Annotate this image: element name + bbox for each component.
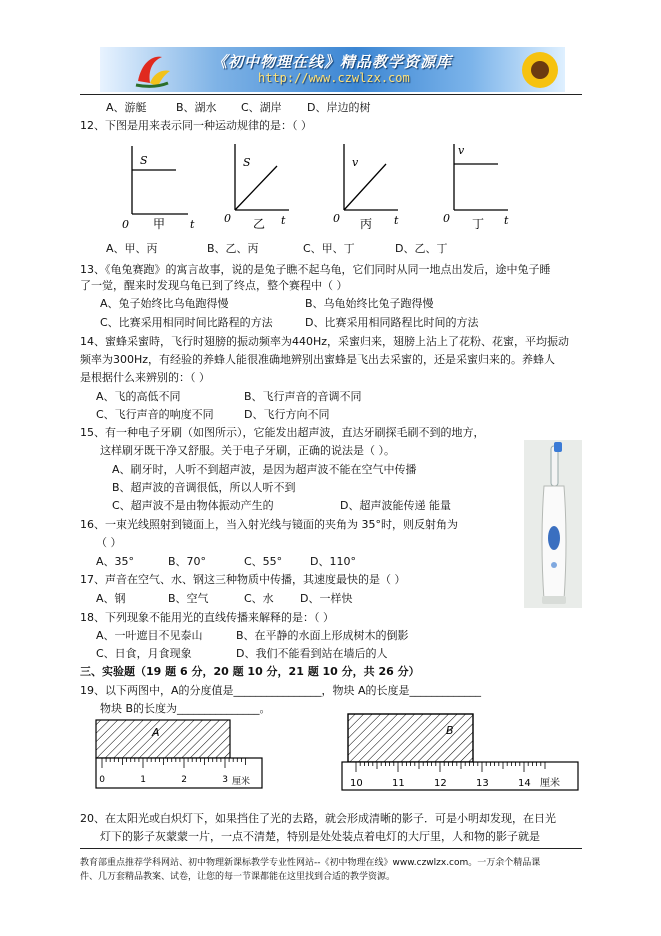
graph-yi-origin: 0: [224, 212, 231, 225]
q13-option-c: C、比赛采用相同时间比路程的方法: [100, 316, 273, 329]
ruler-b-tick-label: 12: [434, 778, 447, 789]
header-divider: [80, 94, 582, 95]
header-banner: [100, 47, 565, 92]
graph-bing-ylabel: v: [352, 156, 359, 169]
q11-option-a: A、游艇: [106, 101, 147, 114]
q11-option-c: C、湖岸: [241, 101, 282, 114]
q13-option-d: D、比赛采用相同路程比时间的方法: [305, 316, 479, 329]
ruler-b-tick-label: 10: [350, 778, 363, 789]
q12-stem: 12、下图是用来表示同一种运动规律的是：（ ）: [80, 119, 312, 132]
q16-option-c: C、55°: [244, 555, 283, 568]
q18-stem: 18、下列现象不能用光的直线传播来解释的是：（ ）: [80, 611, 334, 624]
q12-option-b: B、乙、丙: [207, 242, 259, 255]
ruler-b-unit: 厘米: [540, 778, 560, 789]
banner-url[interactable]: http://www.czwlzx.com: [258, 71, 410, 85]
q13-option-b: B、乌龟始终比兔子跑得慢: [305, 297, 434, 310]
q13-line1: 13、《龟兔赛跑》的寓言故事，说的是兔子瞧不起乌龟，它们同时从同一地点出发后，途中兔子睡: [80, 263, 551, 276]
q15-option-c: C、超声波不是由物体振动产生的: [112, 499, 274, 512]
q18-option-d: D、我们不能看到站在墙后的人: [236, 647, 388, 660]
ruler-a-tick-label: 2: [181, 775, 188, 785]
graph-ding-xlabel: t: [504, 214, 509, 227]
q15-option-a: A、刷牙时，人听不到超声波，是因为超声波不能在空气中传播: [112, 463, 417, 476]
q12-graph-bing: [330, 140, 410, 232]
graph-jia-name: 甲: [153, 217, 166, 231]
q19-line2: 物块 B的长度为_______________。: [100, 702, 271, 715]
graph-jia-xlabel: t: [190, 218, 195, 231]
q17-option-a: A、钢: [96, 592, 126, 605]
q12-graph-jia: [118, 142, 198, 232]
ruler-a-tick-label: 3: [222, 775, 229, 785]
footer-divider: [80, 848, 582, 849]
q16-option-a: A、35°: [96, 555, 135, 568]
graph-bing-xlabel: t: [394, 214, 399, 227]
q18-option-c: C、日食，月食现象: [96, 647, 192, 660]
graph-ding-ylabel: v: [458, 144, 465, 157]
q14-option-b: B、飞行声音的音调不同: [244, 390, 362, 403]
block-a: [96, 720, 230, 758]
graph-ding-origin: 0: [443, 212, 450, 225]
q17-option-d: D、一样快: [300, 592, 353, 605]
ruler-b-tick-label: 11: [392, 778, 405, 789]
q18-option-a: A、一叶遮目不见泰山: [96, 629, 203, 642]
q19-line1: 19、以下两图中，A的分度值是________________，物块 A的长度是_____________: [80, 684, 482, 697]
q16-line1: 16、一束光线照射到镜面上，当入射光线与镜面的夹角为 35°时，则反射角为: [80, 518, 458, 531]
q14-option-d: D、飞行方向不同: [244, 408, 330, 421]
q12-option-d: D、乙、丁: [395, 242, 448, 255]
ruler-b-tick-label: 14: [518, 778, 531, 789]
q14-line2: 频率为300Hz，有经验的养蜂人能很准确地辨别出蜜蜂是飞出去采蜜的，还是采蜜归来的。养蜂人: [80, 353, 556, 366]
q12-option-a: A、甲、丙: [106, 242, 158, 255]
q15-line2: 这样刷牙既干净又舒服。关于电子牙刷，正确的说法是（ ）。: [100, 444, 395, 457]
graph-jia-ylabel: S: [140, 154, 148, 167]
ruler-b-tick-label: 13: [476, 778, 489, 789]
graph-yi-ylabel: S: [243, 156, 251, 169]
footer-line1: 教育部重点推荐学科网站、初中物理新课标教学专业性网站--《初中物理在线》www.czwlzx.com。一万余个精品课: [80, 858, 541, 868]
block-b-label: B: [446, 724, 454, 737]
q11-option-b: B、湖水: [176, 101, 217, 114]
graph-yi-name: 乙: [253, 217, 266, 231]
electric-toothbrush-icon: [524, 440, 582, 608]
q17-option-b: B、空气: [168, 592, 209, 605]
ruler-b-figure: [340, 712, 580, 795]
q11-option-d: D、岸边的树: [307, 101, 371, 114]
ruler-a-tick-label: 0: [99, 775, 106, 785]
ruler-a-tick-label: 1: [140, 775, 147, 785]
q12-graph-yi: [221, 140, 301, 232]
ruler-a-figure: [94, 718, 264, 793]
q15-option-b: B、超声波的音调很低，所以人听不到: [112, 481, 296, 494]
graph-yi-xlabel: t: [281, 214, 286, 227]
q14-line1: 14、蜜蜂采蜜時，飞行时翅膀的振动频率为440Hz，采蜜归来，翅膀上沾上了花粉、花蜜，平均振动: [80, 335, 570, 348]
graph-ding-name: 丁: [472, 217, 485, 231]
q13-line2: 了一觉，醒来时发现乌龟已到了终点，整个赛程中（ ）: [80, 279, 348, 292]
site-logo-icon: [132, 51, 172, 89]
q17-option-c: C、水: [244, 592, 274, 605]
q18-option-b: B、在平静的水面上形成树木的倒影: [236, 629, 409, 642]
section-3-heading: 三、实验题（19 题 6 分，20 题 10 分，21 题 10 分，共 26 分）: [80, 665, 420, 678]
q14-option-a: A、飞的高低不同: [96, 390, 181, 403]
q15-line1: 15、有一种电子牙刷（如图所示），它能发出超声波，直达牙刷探毛刷不到的地方，: [80, 426, 485, 439]
ruler-a-unit: 厘米: [232, 777, 251, 787]
graph-bing-origin: 0: [333, 212, 340, 225]
q20-line2: 灯下的影子灰蒙蒙一片，一点不清楚，特别是处处装点着电灯的大厅里，人和物的影子就是: [100, 830, 540, 843]
block-a-label: A: [152, 726, 160, 739]
q20-line1: 20、在太阳光或白炽灯下，如果挡住了光的去路，就会形成清晰的影子．可是小明却发现，在日光: [80, 812, 556, 825]
q12-graph-ding: [440, 140, 520, 232]
q14-option-c: C、飞行声音的响度不同: [96, 408, 214, 421]
q14-line3: 是根据什么来辨别的：（ ）: [80, 371, 210, 384]
q15-option-d: D、超声波能传递 能量: [340, 499, 451, 512]
q13-option-a: A、兔子始终比乌龟跑得慢: [100, 297, 229, 310]
graph-jia-origin: 0: [122, 218, 129, 231]
block-b: [348, 714, 473, 762]
sunflower-icon: [519, 49, 561, 91]
q16-line2: （ ）: [96, 536, 122, 549]
q17-stem: 17、声音在空气、水、钢这三种物质中传播，其速度最快的是（ ）: [80, 573, 406, 586]
footer-line2: 件、几万套精品教案、试卷，让您的每一节课都能在这里找到合适的教学资源。: [80, 872, 396, 882]
q12-option-c: C、甲、丁: [303, 242, 355, 255]
banner-title: 《初中物理在线》精品教学资源库: [212, 53, 453, 71]
q16-option-b: B、70°: [168, 555, 207, 568]
q16-option-d: D、110°: [310, 555, 356, 568]
graph-bing-name: 丙: [360, 217, 373, 231]
